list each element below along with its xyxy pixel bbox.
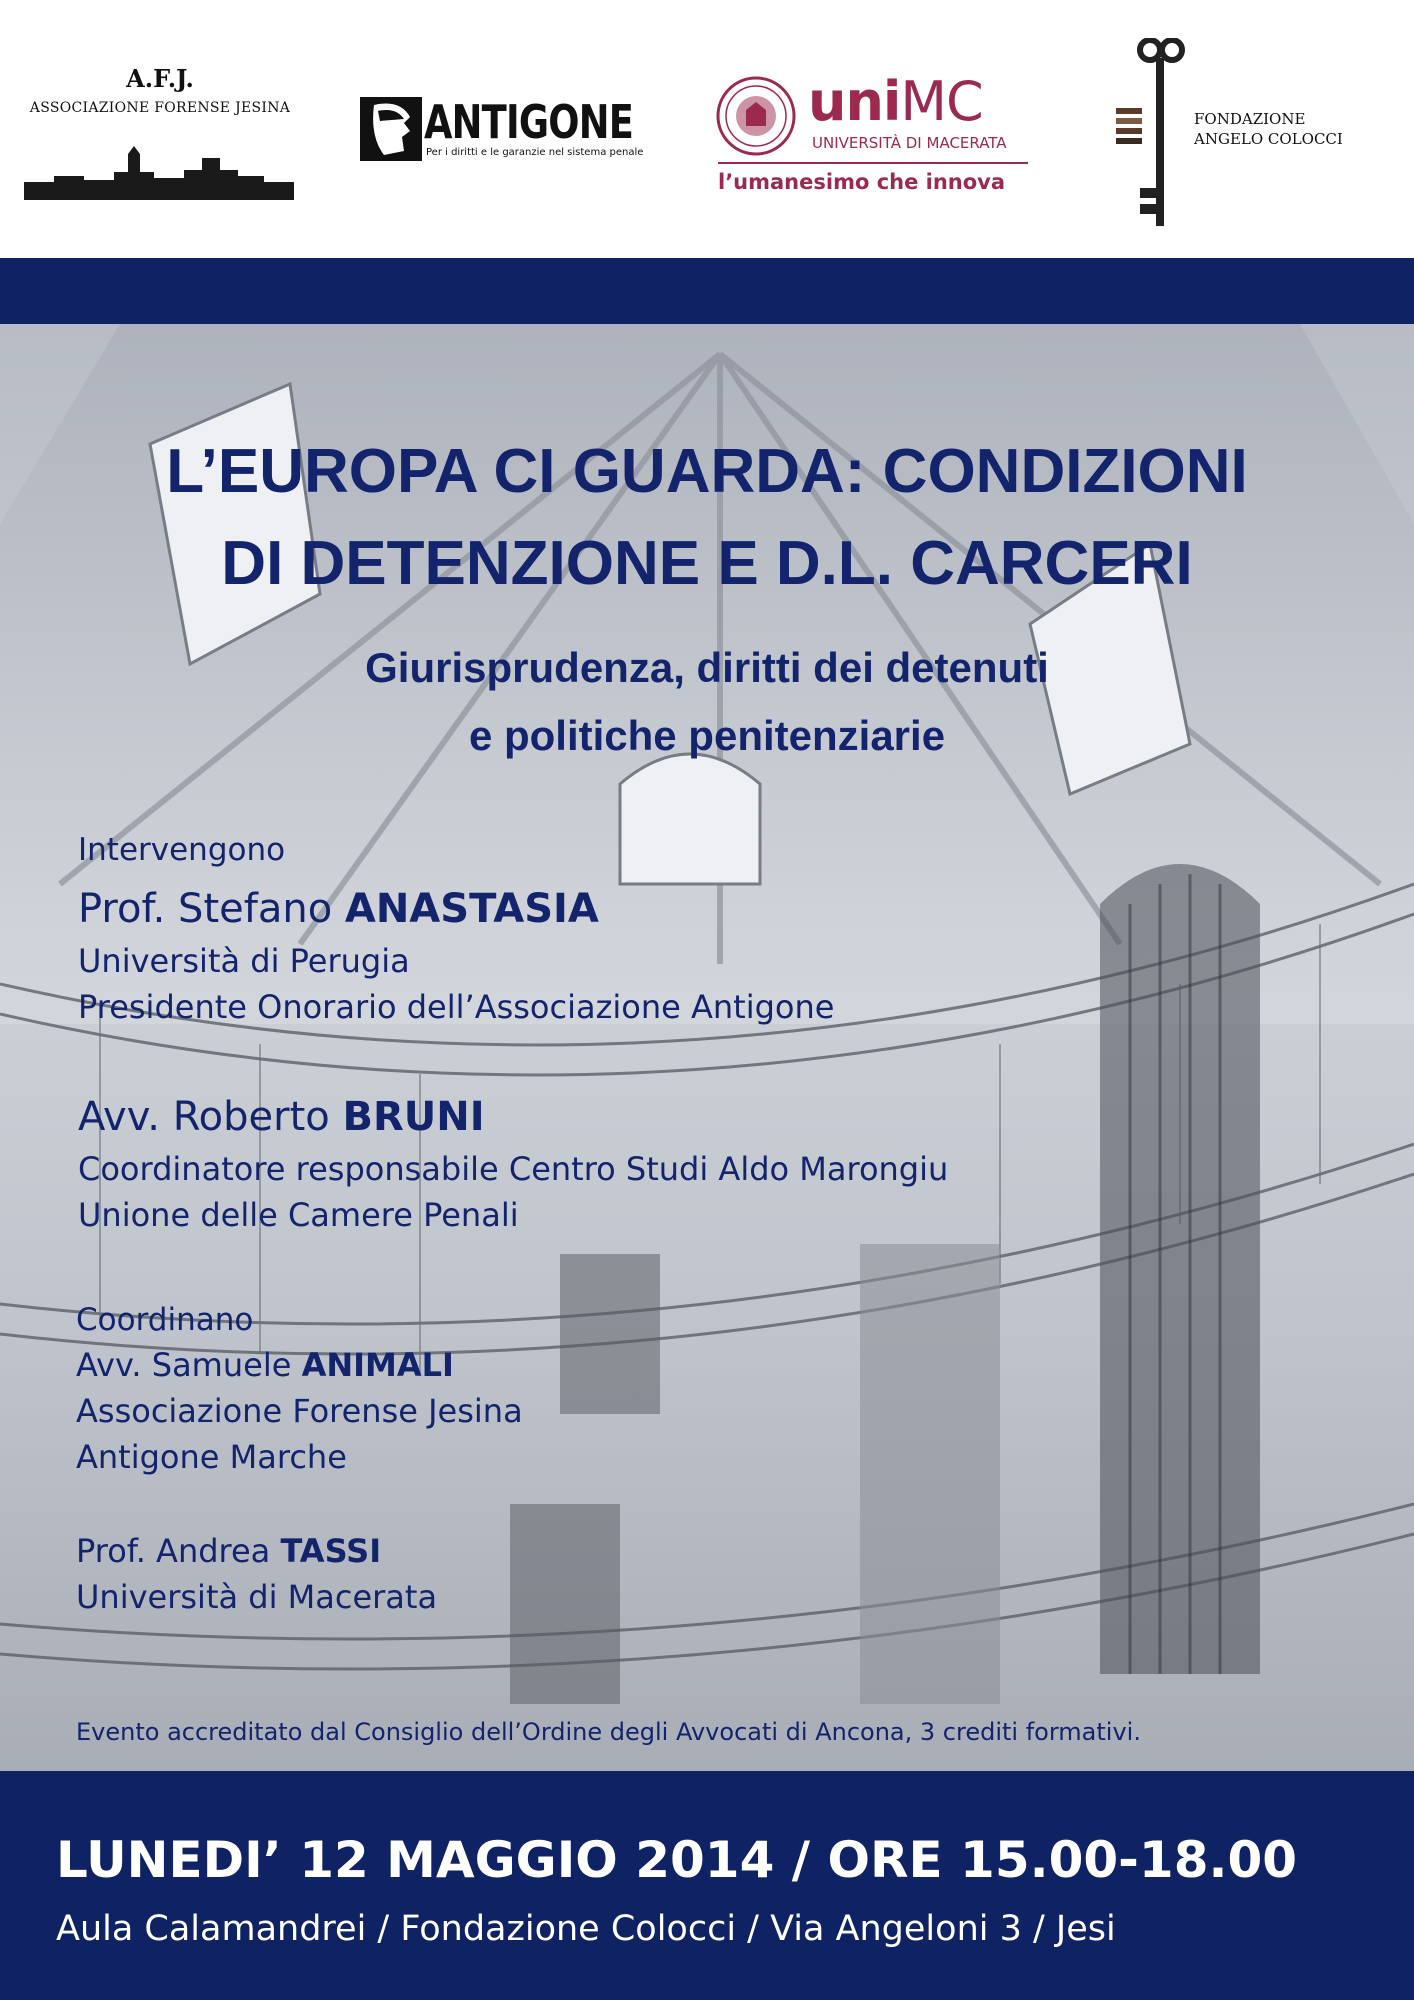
event-footer	[0, 1771, 1414, 2000]
title-line1: L’EUROPA CI GUARDA: CONDIZIONI	[166, 437, 1248, 506]
unimc-university: UNIVERSITÀ DI MACERATA	[812, 134, 1007, 152]
unimc-logo	[716, 70, 1036, 206]
antigone-logo	[360, 97, 660, 167]
coordinator-affiliation: Antigone Marche	[76, 1438, 347, 1476]
unimc-brand	[808, 70, 983, 133]
coordinator-prefix: Prof. Andrea	[76, 1532, 281, 1570]
afj-name: ASSOCIAZIONE FORENSE JESINA	[29, 100, 291, 116]
unimc-slogan: l’umanesimo che innova	[718, 170, 1006, 194]
coordinator-name	[76, 1346, 454, 1384]
subtitle-line2: e politiche penitenziarie	[468, 712, 946, 759]
speaker-affiliation: Unione delle Camere Penali	[78, 1196, 519, 1234]
speaker-prefix: Prof. Stefano	[78, 886, 345, 932]
coordinator-name	[76, 1532, 381, 1570]
coordinator-surname: TASSI	[280, 1532, 382, 1570]
event-datetime: LUNEDI’ 12 MAGGIO 2014 / ORE 15.00-18.00	[56, 1831, 1298, 1889]
city-skyline-icon	[24, 142, 294, 202]
subtitle-line1: Giurisprudenza, diritti dei detenuti	[365, 644, 1049, 691]
logo-header	[0, 0, 1414, 258]
speaker-affiliation: Università di Perugia	[78, 942, 410, 980]
accreditation-note: Evento accreditato dal Consiglio dell’Ordine degli Avvocati di Ancona, 3 crediti formativi.	[76, 1718, 1141, 1746]
university-seal-icon	[716, 76, 796, 156]
coordinator-prefix: Avv. Samuele	[76, 1346, 302, 1384]
coordinator-affiliation: Associazione Forense Jesina	[76, 1392, 523, 1430]
speaker-prefix: Avv. Roberto	[78, 1094, 343, 1140]
antigone-tagline: Per i diritti e le garanzie nel sistema penale	[426, 147, 644, 158]
coordinator-surname: ANIMALI	[301, 1346, 454, 1384]
colocci-line2: ANGELO COLOCCI	[1194, 130, 1343, 148]
speaker-affiliation: Presidente Onorario dell’Associazione Antigone	[78, 988, 835, 1026]
colocci-logo	[1114, 38, 1404, 238]
coordinators-label: Coordinano	[76, 1302, 254, 1338]
top-navy-band	[0, 258, 1414, 324]
speaker-name	[78, 886, 599, 932]
speaker-affiliation: Coordinatore responsabile Centro Studi Aldo Marongiu	[78, 1150, 949, 1188]
unimc-divider	[718, 162, 1028, 164]
antigone-name: ANTIGONE	[424, 95, 634, 149]
event-venue: Aula Calamandrei / Fondazione Colocci / Via Angeloni 3 / Jesi	[56, 1909, 1116, 1949]
key-icon	[1114, 38, 1190, 234]
afj-logo	[20, 64, 300, 204]
speaker-surname: BRUNI	[342, 1094, 485, 1140]
speakers-label: Intervengono	[78, 832, 286, 868]
unimc-brand-light: MC	[900, 70, 983, 133]
unimc-brand-bold: uni	[808, 70, 901, 133]
afj-abbr: A.F.J.	[126, 64, 194, 93]
coordinator-affiliation: Università di Macerata	[76, 1578, 438, 1616]
antigone-face-icon	[360, 97, 422, 161]
speaker-surname: ANASTASIA	[344, 886, 599, 932]
title-line2: DI DETENZIONE E D.L. CARCERI	[221, 529, 1193, 598]
colocci-line1: FONDAZIONE	[1194, 110, 1306, 128]
speaker-name	[78, 1094, 485, 1140]
